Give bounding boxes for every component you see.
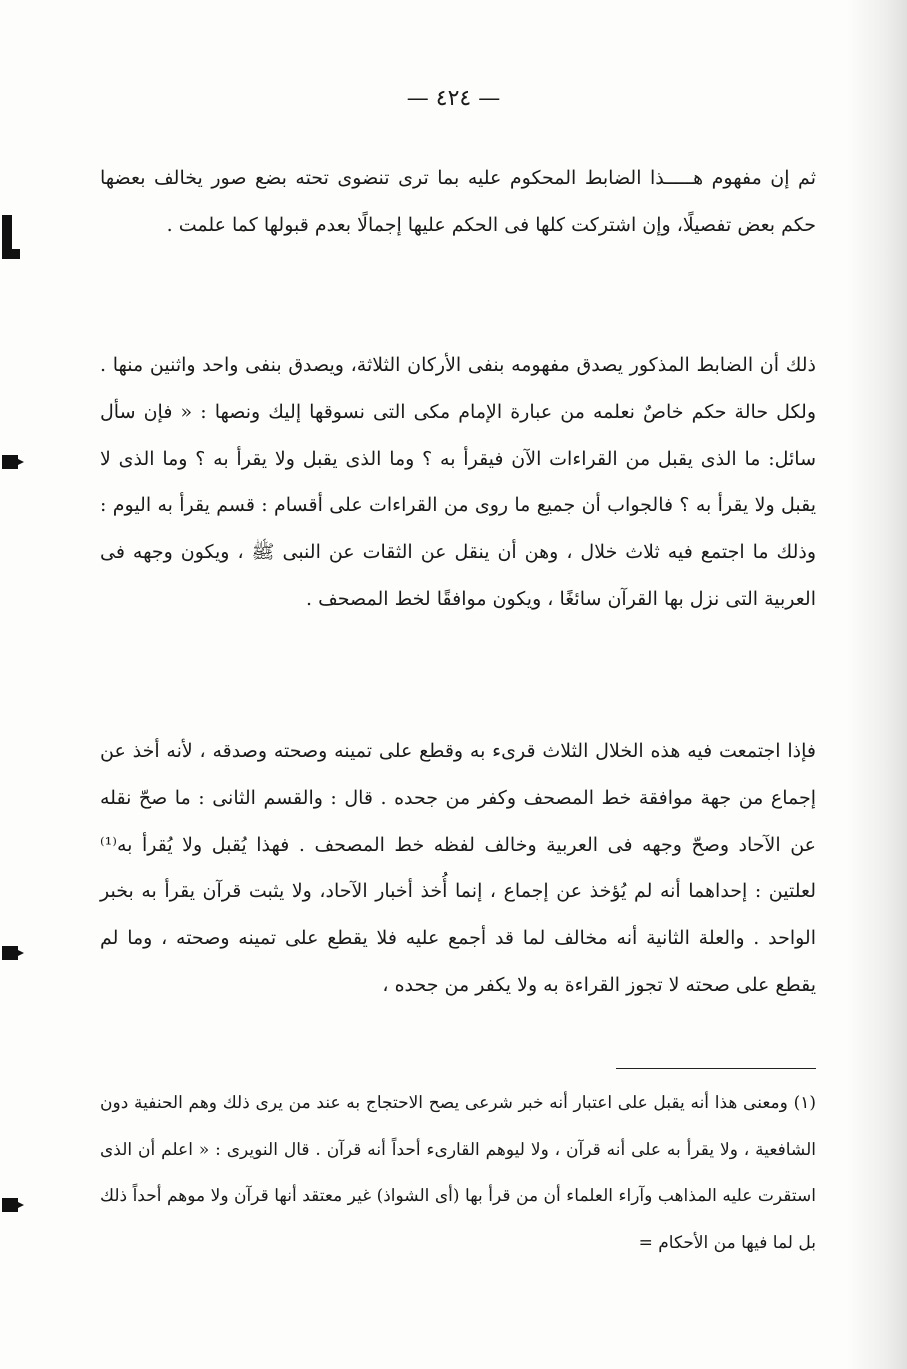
margin-pointer-icon <box>2 1198 18 1212</box>
page-number: — ٤٢٤ — <box>406 86 501 111</box>
margin-bracket-icon <box>2 215 12 259</box>
footnote-divider <box>616 1068 816 1069</box>
paragraph-2: ذلك أن الضابط المذكور يصدق مفهومه بنفى الأركان الثلاثة، ويصدق بنفى واحد واثنين منها . ولكل حالة حكم خاصٌ نعلمه من عبارة الإمام مكى التى نسوقها إليك ونصها : « فإن سأل سائل: ما الذى يقبل من القراءات الآن فيقرأ به ؟ وما الذى يقبل ولا يقرأ به ؟ وما الذى لا يقبل ولا يقرأ به ؟ فالجواب أن جميع ما روى من القراءات على أقسام : قسم يقرأ به اليوم : وذلك ما اجتمع فيه ثلاث خلال ، وهن أن ينقل عن الثقات عن النبى ﷺ ، ويكون وجهه فى العربية التى نزل بها القرآن سائغًا ، ويكون موافقًا لخط المصحف . <box>100 354 816 610</box>
footnote: (١) ومعنى هذا أنه يقبل على اعتبار أنه خبر شرعى يصح الاحتجاج به عند من يرى ذلك وهم الحنفية دون الشافعية ، ولا يقرأ به على أنه قرآن ، ولا ليوهم القارىء أحداً أنه قرآن . قال النويرى : « اعلم أن الذى استقرت عليه المذاهب وآراء العلماء أن من قرأ بها (أى الشواذ) غير معتقد أنها قرآن ولا موهم أحداً ذلك بل لما فيها من الأحكام = <box>100 1093 816 1253</box>
margin-pointer-icon <box>2 946 18 960</box>
margin-pointer-icon <box>2 455 18 469</box>
paragraph-3: فإذا اجتمعت فيه هذه الخلال الثلاث قرىء به وقطع على تمينه وصحته وصدقه ، لأنه أخذ عن إجماع من جهة موافقة خط المصحف وكفر من جحده . قال : والقسم الثانى : ما صحّ نقله عن الآحاد وصحّ وجهه فى العربية وخالف لفظه خط المصحف . فهذا يُقبل ولا يُقرأ به⁽¹⁾ لعلتين : إحداهما أنه لم يُؤخذ عن إجماع ، إنما أُخذ أخبار الآحاد، ولا يثبت قرآن يقرأ به بخبر الواحد . والعلة الثانية أنه مخالف لما قد أجمع عليه فلا يقطع على تمينه وصحته ، وما لم يقطع على صحته لا تجوز القراءة به ولا يكفر من جحده ، <box>100 740 816 996</box>
page-edge-shadow <box>847 0 907 1369</box>
paragraph-1: ثم إن مفهوم هـــــذا الضابط المحكوم عليه بما ترى تنضوى تحته بضع صور يخالف بعضها حكم بعض تفصيلًا، وإن اشتركت كلها فى الحكم عليها إجمالًا بعدم قبولها كما علمت . <box>100 167 816 236</box>
